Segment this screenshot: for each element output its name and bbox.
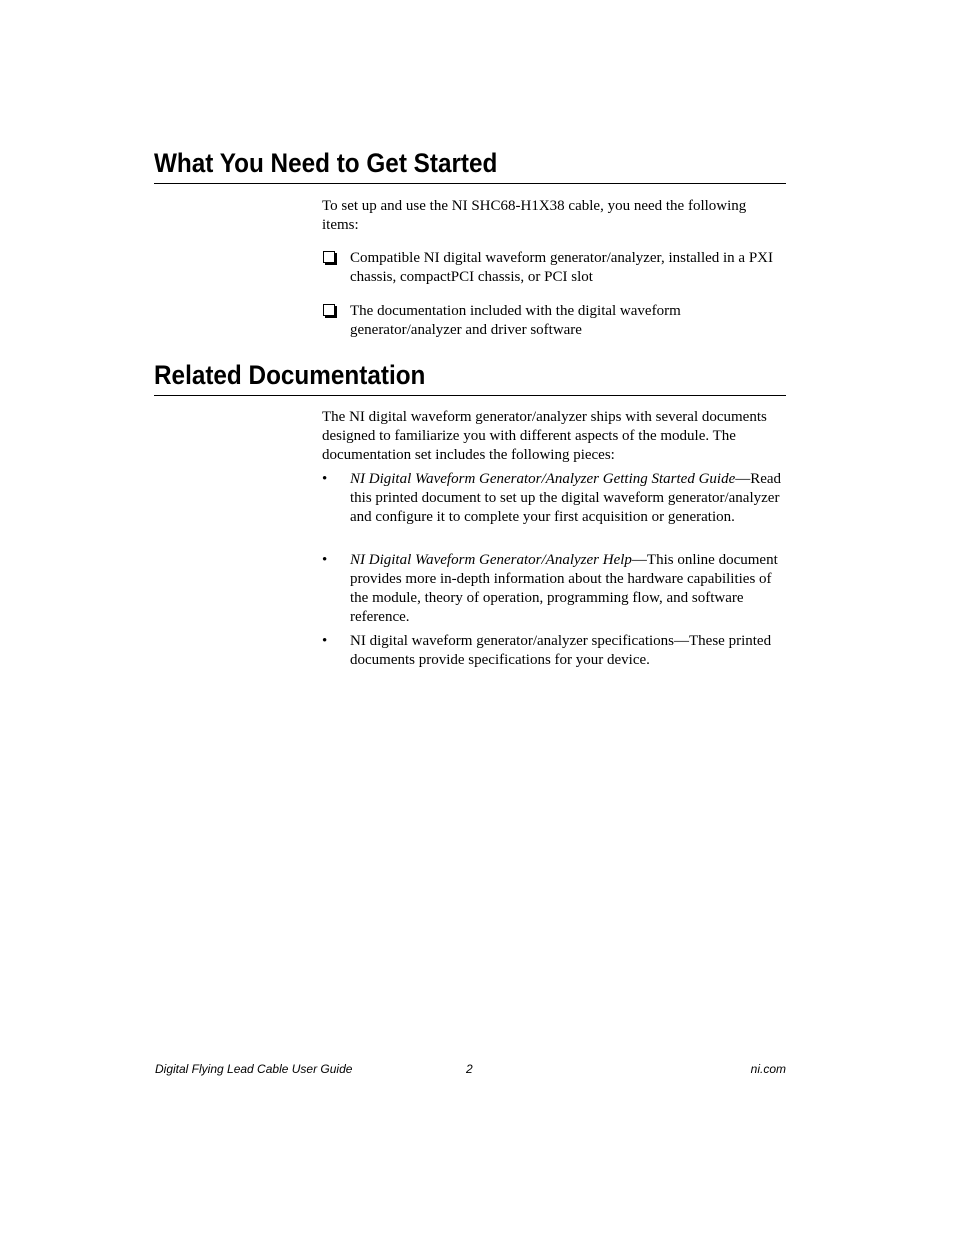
footer-website: ni.com [750,1062,786,1076]
bullet-icon: • [322,552,328,568]
list-item-text [350,551,786,627]
document-description: —Read this printed document to set up the digital waveform generator/analyzer and configure it to complete your first acquisition or generation. [350,471,782,525]
list-item [322,632,786,670]
list-item [322,551,786,627]
list-item-text [350,632,786,670]
document-description: NI digital waveform generator/analyzer specifications—These printed documents provide specifications for your device. [350,633,772,668]
related-docs-intro: The NI digital waveform generator/analyzer ships with several documents designed to familiarize you with different aspects of the module. The documentation set includes the following pieces: [322,409,767,463]
checklist-item-text: The documentation included with the digital waveform generator/analyzer and driver software [350,303,681,338]
document-title: NI Digital Waveform Generator/Analyzer Help [350,552,632,568]
bullet-icon: • [322,471,328,487]
heading-rule [154,183,786,184]
document-description: —This online document provides more in-depth information about the hardware capabilities of the module, theory of operation, programming flow, and software reference. [350,552,778,625]
bullet-icon: • [322,633,328,649]
checklist-item-text: Compatible NI digital waveform generator/analyzer, installed in a PXI chassis, compactPCI chassis, or PCI slot [350,250,774,285]
heading-rule [154,395,786,396]
checklist-item [322,302,786,340]
footer-page-number: 2 [466,1062,473,1076]
checklist-item [322,249,786,287]
list-item-text [350,470,786,527]
document-title: NI Digital Waveform Generator/Analyzer Getting Started Guide [350,471,736,487]
get-started-intro: To set up and use the NI SHC68-H1X38 cable, you need the following items: [322,198,747,233]
list-item [322,470,786,527]
footer-doc-title: Digital Flying Lead Cable User Guide [155,1062,353,1076]
section-heading-get-started: What You Need to Get Started [154,148,498,178]
section-heading-related-docs: Related Documentation [154,360,426,390]
